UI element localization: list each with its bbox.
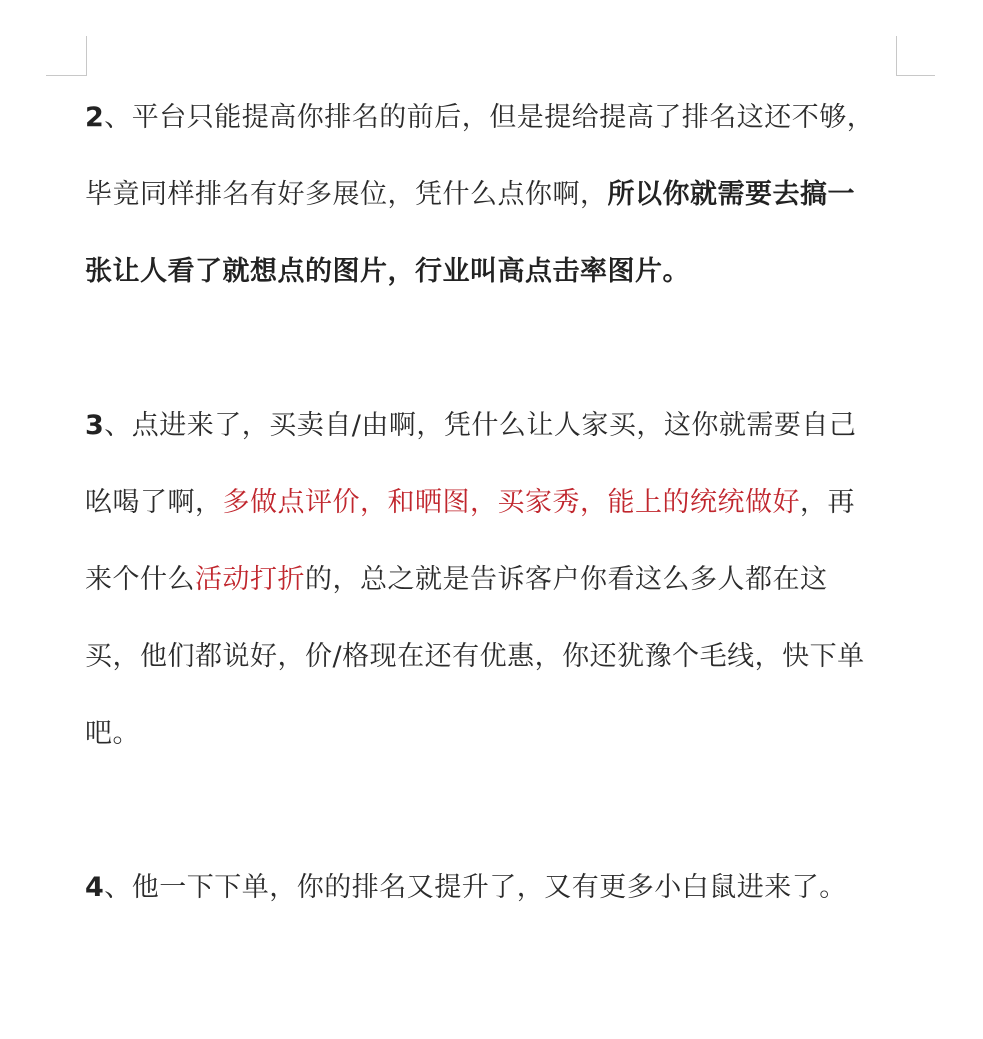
item-number: 4 <box>85 872 105 903</box>
text-span: 毕竟同样排名有好多展位，凭什么点你啊， <box>85 179 608 210</box>
text-span: 、他一下下单，你的排名又提升了，又有更多小白鼠进来了。 <box>104 872 847 903</box>
text-line <box>85 695 925 772</box>
text-line <box>85 464 925 541</box>
document-body <box>85 79 925 926</box>
text-span: 来个什么 <box>85 564 195 595</box>
text-span: 、平台只能提高你排名的前后，但是提给提高了排名这还不够， <box>104 102 875 133</box>
text-span: 的，总之就是告诉客户你看这么多人都在这 <box>305 564 828 595</box>
text-line <box>85 849 925 926</box>
red-highlight-span: 活动打折 <box>195 564 305 595</box>
item-number: 2 <box>85 102 105 133</box>
text-span: 买，他们都说好，价/格现在还有优惠，你还犹豫个毛线，快下单 <box>85 641 865 672</box>
bold-text-span: 张让人看了就想点的图片，行业叫高点击率图片。 <box>85 256 690 287</box>
text-line <box>85 541 925 618</box>
text-line <box>85 618 925 695</box>
bold-text-span: 所以你就需要去搞一 <box>607 179 855 210</box>
text-line <box>85 387 925 464</box>
text-line <box>85 156 925 233</box>
top-right-margin-mark <box>896 36 935 76</box>
red-highlight-span: 多做点评价，和晒图，买家秀，能上的统统做好 <box>222 487 800 518</box>
text-span: 吧。 <box>85 718 140 749</box>
text-span: ，再 <box>800 487 855 518</box>
text-line <box>85 233 925 310</box>
paragraph-item-3 <box>85 387 925 772</box>
text-line <box>85 79 925 156</box>
text-span: 、点进来了，买卖自/由啊，凭什么让人家买，这你就需要自己 <box>104 410 857 441</box>
paragraph-item-4 <box>85 849 925 926</box>
text-span: 吆喝了啊， <box>85 487 223 518</box>
top-left-margin-mark <box>46 36 87 76</box>
item-number: 3 <box>85 410 105 441</box>
paragraph-item-2 <box>85 79 925 310</box>
